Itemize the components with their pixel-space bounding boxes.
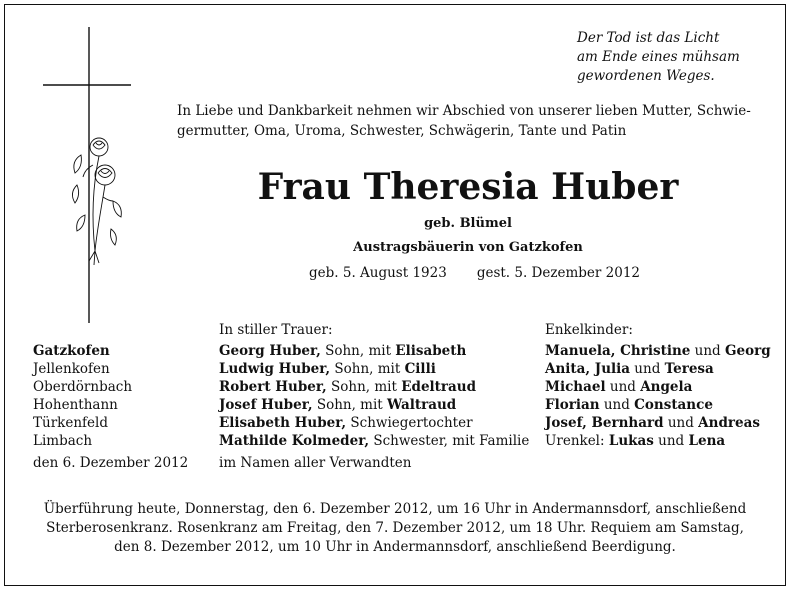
maiden-name: geb. Blümel	[424, 216, 512, 231]
death-date: gest. 5. Dezember 2012	[476, 265, 640, 281]
grandchildren-line: Anita, Julia und Teresa	[545, 361, 714, 377]
great-grandchildren-line: Urenkel: Lukas und Lena	[545, 433, 726, 449]
mourner-line: Josef Huber, Sohn, mit Waltraud	[219, 397, 457, 413]
cross-with-roses-icon	[41, 25, 131, 325]
life-dates	[309, 264, 640, 283]
mourner-line: Mathilde Kolmeder, Schwester, mit Familie	[219, 433, 530, 449]
mourners-column	[219, 321, 529, 472]
intro-line: In Liebe und Dankbarkeit nehmen wir Abschied von unserer lieben Mutter, Schwie-	[177, 103, 751, 119]
funeral-line: den 8. Dezember 2012, um 10 Uhr in Andermannsdorf, anschließend Beerdigung.	[114, 539, 676, 555]
obituary-card	[4, 4, 786, 586]
grandchildren-line: Michael und Angela	[545, 379, 693, 395]
deceased-name: Frau Theresia Huber	[257, 166, 679, 208]
place: Hohenthann	[33, 397, 118, 413]
place: Türkenfeld	[33, 415, 108, 431]
birth-date: geb. 5. August 1923	[309, 265, 447, 281]
intro-line: germutter, Oma, Uroma, Schwester, Schwägerin, Tante und Patin	[177, 123, 627, 139]
mourner-line: Robert Huber, Sohn, mit Edeltraud	[219, 379, 477, 395]
place: Jellenkofen	[33, 361, 110, 377]
grandchildren-header: Enkelkinder:	[545, 322, 633, 338]
grandchildren-column	[545, 321, 771, 450]
mourner-line: Ludwig Huber, Sohn, mit Cilli	[219, 361, 436, 377]
place-date: den 6. Dezember 2012	[33, 455, 189, 471]
funeral-line: Überführung heute, Donnerstag, den 6. Dezember 2012, um 16 Uhr in Andermannsdorf, anschließend	[43, 501, 747, 517]
place: Oberdörnbach	[33, 379, 133, 395]
mourner-line: Georg Huber, Sohn, mit Elisabeth	[219, 343, 467, 359]
place: Gatzkofen	[33, 343, 110, 359]
place: Limbach	[33, 433, 93, 449]
intro-text	[177, 101, 777, 141]
funeral-line: Sterberosenkranz. Rosenkranz am Freitag, den 7. Dezember 2012, um 18 Uhr. Requiem am Samstag,	[46, 520, 744, 536]
mourners-footer: im Namen aller Verwandten	[219, 455, 412, 471]
funeral-details	[25, 500, 765, 557]
motto	[577, 29, 740, 86]
motto-line: am Ende eines mühsam	[577, 49, 740, 65]
grandchildren-line: Josef, Bernhard und Andreas	[545, 415, 760, 431]
mourners-header: In stiller Trauer:	[219, 322, 333, 338]
motto-line: gewordenen Weges.	[577, 68, 715, 84]
grandchildren-line: Manuela, Christine und Georg	[545, 343, 771, 359]
deceased-role: Austragsbäuerin von Gatzkofen	[353, 240, 583, 255]
mourner-line: Elisabeth Huber, Schwiegertochter	[219, 415, 473, 431]
motto-line: Der Tod ist das Licht	[577, 30, 720, 46]
places-column	[33, 342, 188, 472]
grandchildren-line: Florian und Constance	[545, 397, 713, 413]
